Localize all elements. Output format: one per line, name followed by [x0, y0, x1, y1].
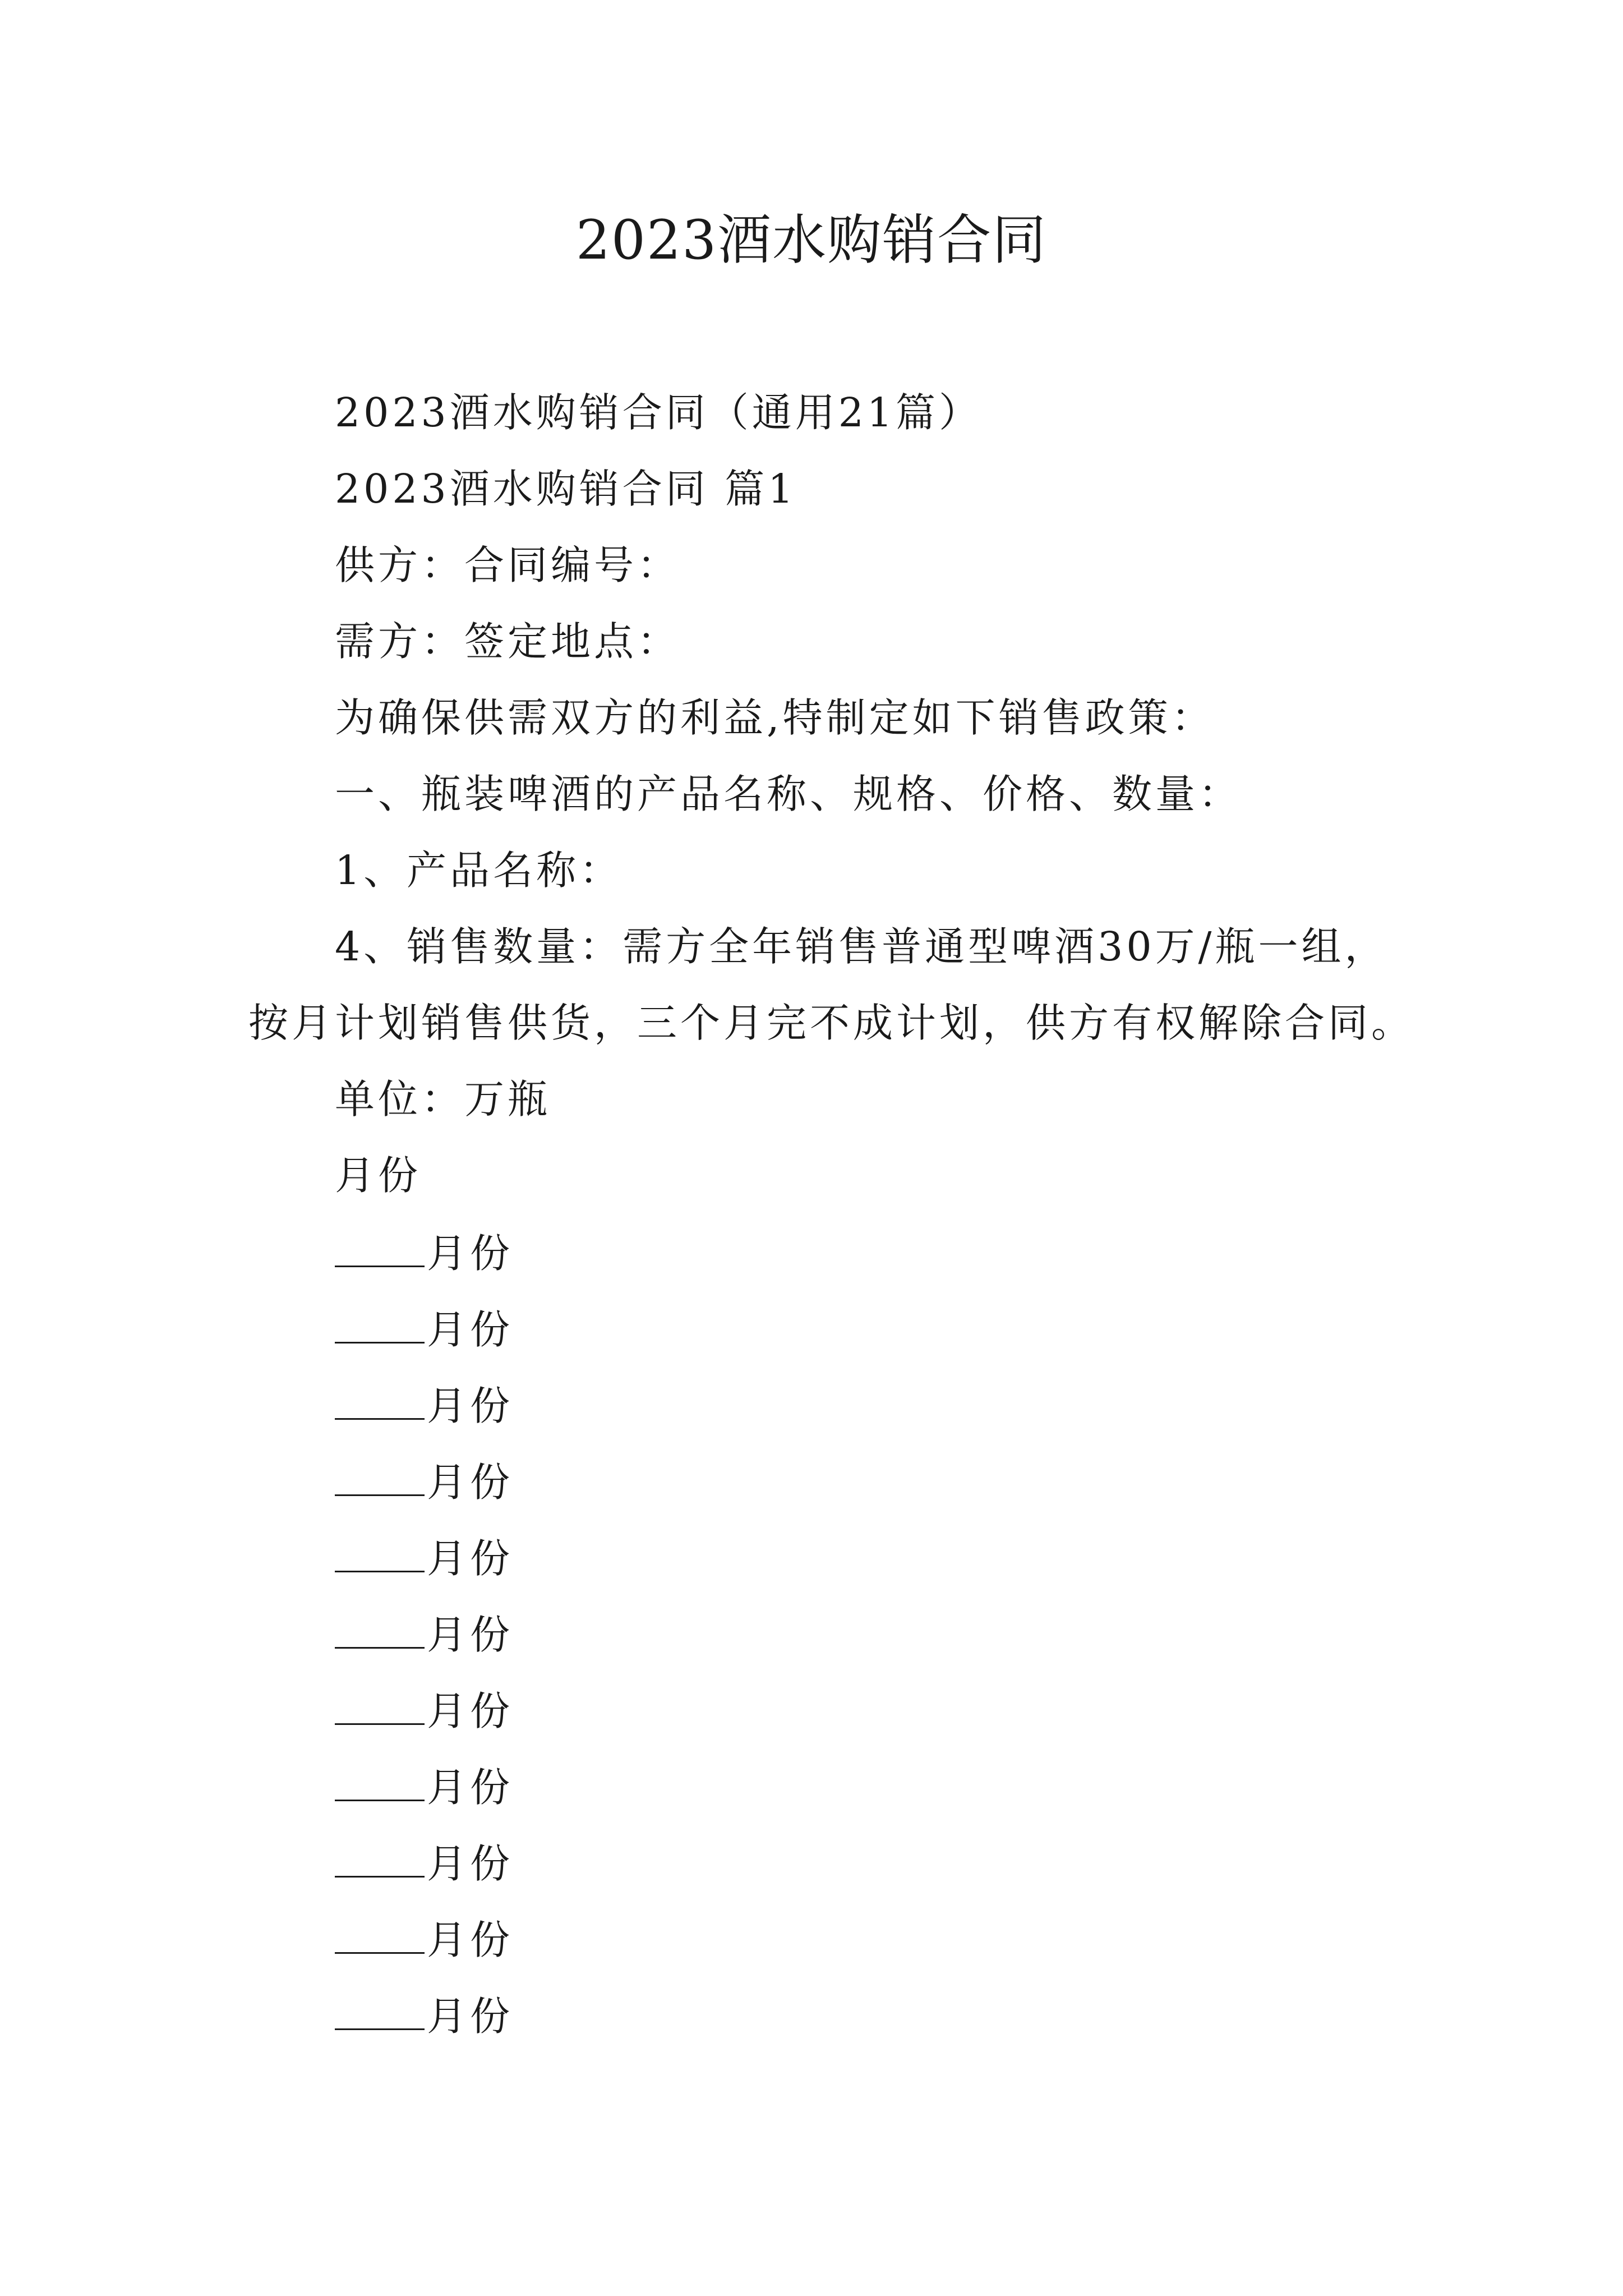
blank-underline [335, 1987, 425, 2030]
month-row: 月份 [335, 1453, 1569, 1511]
month-row: 月份 [335, 1300, 1569, 1358]
sales-quantity-line-2: 按月计划销售供货，三个月完不成计划，供方有权解除合同。 [248, 1000, 1415, 1046]
subtitle: 2023酒水购销合同（通用21篇） [335, 389, 983, 436]
blank-underline [335, 1300, 425, 1343]
month-row: 月份 [335, 1377, 1569, 1434]
blank-underline [335, 1682, 425, 1725]
document-title: 2023酒水购销合同 [575, 209, 1048, 272]
blank-underline [335, 1758, 425, 1801]
month-row: 月份 [335, 1605, 1569, 1663]
blank-underline [335, 1377, 425, 1420]
month-row: 月份 [335, 1224, 1569, 1282]
product-name-line: 1、产品名称： [335, 847, 623, 894]
buyer-line: 需方：签定地点： [335, 618, 681, 665]
month-row: 月份 [335, 1987, 1569, 2045]
section-heading: 2023酒水购销合同 篇1 [335, 466, 797, 512]
unit-line: 单位：万瓶 [335, 1076, 551, 1122]
clause-1-heading: 一、瓶装啤酒的产品名称、规格、价格、数量： [335, 771, 1242, 817]
month-row: 月份 [335, 1834, 1569, 1892]
supplier-line: 供方：合同编号： [335, 542, 681, 588]
blank-underline [335, 1224, 425, 1267]
blank-underline [335, 1605, 425, 1649]
blank-underline [335, 1453, 425, 1496]
blank-underline [335, 1911, 425, 1954]
month-row: 月份 [335, 1529, 1569, 1587]
month-row: 月份 [335, 1758, 1569, 1816]
month-row: 月份 [335, 1911, 1569, 1968]
blank-underline [335, 1529, 425, 1572]
sales-quantity-line-1: 4、销售数量：需方全年销售普通型啤酒30万/瓶一组， [335, 923, 1388, 970]
intro-paragraph: 为确保供需双方的利益,特制定如下销售政策： [335, 694, 1215, 741]
month-row: 月份 [335, 1682, 1569, 1740]
month-header: 月份 [335, 1152, 422, 1199]
blank-underline [335, 1834, 425, 1878]
